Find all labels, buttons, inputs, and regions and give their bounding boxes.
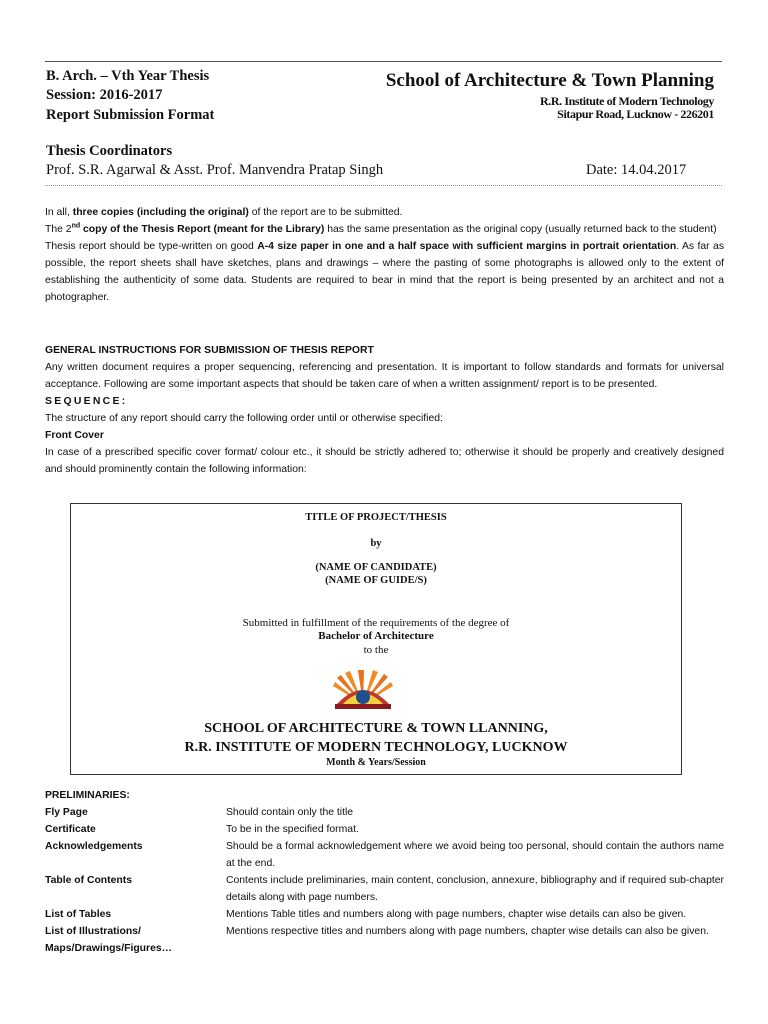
cover-candidate: (NAME OF CANDIDATE): [315, 562, 437, 573]
preliminaries-desc: Mentions respective titles and numbers along with page numbers, chapter wise details can also be given.: [226, 926, 709, 937]
cover-degree: Bachelor of Architecture: [318, 630, 434, 642]
preliminaries-desc: Contents include preliminaries, main content, conclusion, annexure, bibliography and if required sub-chapter details along with page numbers.: [226, 875, 724, 903]
text-run: has the same presentation as the original copy (usually returned back to the student): [324, 224, 717, 235]
cover-sample-box: [70, 503, 682, 775]
institute-emblem-icon: [331, 670, 395, 710]
sequence-heading: SEQUENCE:: [45, 396, 128, 407]
general-heading: GENERAL INSTRUCTIONS FOR SUBMISSION OF THESIS REPORT: [45, 345, 374, 356]
intro-paragraph-2: [45, 221, 724, 238]
intro-paragraph-1: [45, 204, 724, 221]
emblem-center: [356, 690, 370, 704]
cover-text: In case of a prescribed specific cover format/ colour etc., it should be strictly adhered to; otherwise it should be properly and creatively designed and should prominently contain the following information:: [45, 447, 724, 475]
preliminaries-label: Certificate: [45, 824, 96, 835]
cover-to: to the: [363, 644, 389, 656]
general-instructions-section: [45, 342, 724, 478]
coordinators-names: Prof. S.R. Agarwal & Asst. Prof. Manvendra Pratap Singh: [46, 162, 384, 178]
preliminaries-label: Fly Page: [45, 807, 88, 818]
cover-submitted-text: Submitted in fulfillment of the requirements of the degree of: [242, 617, 510, 629]
header-divider: [45, 185, 722, 186]
text-run-bold: A-4 size paper in one and a half space with sufficient margins in portrait orientation: [257, 241, 677, 252]
institute-address: Sitapur Road, Lucknow - 226201: [557, 107, 714, 121]
general-paragraph: Any written document requires a proper sequencing, referencing and presentation. It is important to follow standards and formats for universal acceptance. Following are some important aspects that should be taken care of when a written assignment/ report is to be presented.: [45, 362, 724, 390]
front-cover-heading: Front Cover: [45, 430, 104, 441]
course-line: B. Arch. – Vth Year Thesis: [46, 68, 210, 84]
text-run-bold: copy of the Thesis Report (meant for the Library): [80, 224, 325, 235]
header-left: [46, 67, 214, 125]
school-name: School of Architecture & Town Planning: [385, 70, 714, 91]
superscript: nd: [71, 222, 81, 230]
text-run: Thesis report should be type-written on good: [45, 241, 258, 252]
intro-paragraph-3: [45, 238, 724, 306]
preliminaries-title: PRELIMINARIES:: [45, 790, 130, 801]
emblem-base: [335, 704, 391, 709]
cover-by: by: [370, 538, 382, 549]
text-run: of the report are to be submitted.: [248, 207, 403, 218]
preliminaries-label: Table of Contents: [45, 875, 132, 886]
preliminaries-label: List of Tables: [45, 909, 112, 920]
preliminaries-row: [45, 923, 724, 957]
document-date: Date: 14.04.2017: [586, 162, 687, 178]
preliminaries-section: [45, 787, 724, 957]
text-run: In all,: [45, 207, 73, 218]
top-divider: [45, 61, 722, 62]
structure-text: The structure of any report should carry the following order until or otherwise specified:: [45, 413, 443, 424]
cover-title: TITLE OF PROJECT/THESIS: [305, 512, 447, 523]
preliminaries-label: List of Illustrations/ Maps/Drawings/Figures…: [45, 926, 173, 954]
preliminaries-label: Acknowledgements: [45, 841, 143, 852]
preliminaries-desc: Mentions Table titles and numbers along with page numbers, chapter wise details can also be given.: [226, 909, 687, 920]
cover-school: SCHOOL OF ARCHITECTURE & TOWN LLANNING,: [204, 721, 548, 736]
institute-name: R.R. Institute of Modern Technology: [539, 94, 714, 108]
cover-month: Month & Years/Session: [326, 757, 426, 768]
intro-section: [45, 204, 724, 306]
preliminaries-desc: Should contain only the title: [226, 807, 354, 818]
preliminaries-row: [45, 821, 724, 838]
preliminaries-row: [45, 838, 724, 872]
text-run: . As far as possible, the report sheets shall have sketches, plans and drawings – where the pasting of some photographs is allowed only to the extent of establishing the authenticity of some data. Students are required to bear in mind that the report is being presented by an architect and not a photographer.: [45, 241, 725, 303]
text-run-bold: three copies (including the original): [72, 207, 249, 218]
preliminaries-desc: To be in the specified format.: [226, 824, 359, 835]
preliminaries-desc: Should be a formal acknowledgement where we avoid being too personal, should contain the authors name at the end.: [226, 841, 724, 869]
text-run: The 2: [45, 224, 72, 235]
preliminaries-row: [45, 872, 724, 906]
session-line: Session: 2016-2017: [46, 87, 163, 103]
coordinators-title: Thesis Coordinators: [46, 143, 173, 159]
preliminaries-row: [45, 906, 724, 923]
cover-guide: (NAME OF GUIDE/S): [325, 575, 427, 586]
preliminaries-row: [45, 804, 724, 821]
doc-title: Report Submission Format: [46, 107, 215, 123]
cover-institute: R.R. INSTITUTE OF MODERN TECHNOLOGY, LUCKNOW: [184, 740, 568, 755]
